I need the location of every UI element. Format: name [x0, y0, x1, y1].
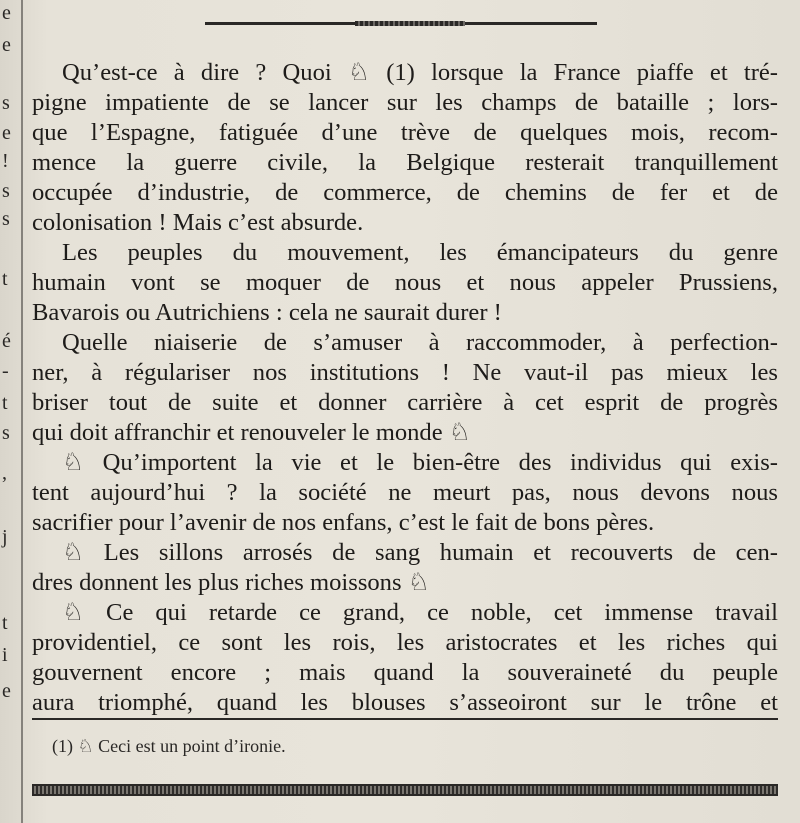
- text-line: qui doit affranchir et renouveler le monde ♘: [32, 419, 471, 446]
- text-line: providentiel, ce sont les rois, les aristocrates et les riches qui: [32, 629, 778, 656]
- margin-fragment: i: [2, 644, 8, 666]
- text-line: briser tout de suite et donner carrière à cet esprit de progrès: [32, 389, 778, 416]
- margin-fragment: s: [2, 180, 10, 202]
- margin-fragment: é: [2, 330, 11, 352]
- margin-fragment: t: [2, 392, 8, 414]
- margin-fragment: s: [2, 422, 10, 444]
- margin-fragment: t: [2, 268, 8, 290]
- margin-fragment: s: [2, 92, 10, 114]
- text-line: humain vont se moquer de nous et nous appeler Prussiens,: [32, 269, 778, 296]
- margin-fragment: t: [2, 612, 8, 634]
- margin-fragment: e: [2, 122, 11, 144]
- margin-fragment: !: [2, 150, 9, 172]
- text-line: ♘ Ce qui retarde ce grand, ce noble, cet immense travail: [62, 599, 778, 626]
- text-line: sacrifier pour l’avenir de nos enfans, c’est le fait de bons pères.: [32, 509, 655, 536]
- text-line: occupée d’industrie, de commerce, de chemins de fer et de: [32, 179, 778, 206]
- footnote-rule: [32, 718, 778, 720]
- text-line: pigne impatiente de se lancer sur les champs de bataille ; lors-: [32, 89, 778, 116]
- text-line: que l’Espagne, fatiguée d’une trève de quelques mois, recom-: [32, 119, 778, 146]
- top-rule: [205, 22, 597, 25]
- left-margin-fragments: [0, 0, 18, 823]
- text-line: dres donnent les plus riches moissons ♘: [32, 569, 430, 596]
- text-line: gouvernent encore ; mais quand la souveraineté du peuple: [32, 659, 778, 686]
- text-line: ♘ Les sillons arrosés de sang humain et recouverts de cen-: [62, 539, 778, 566]
- margin-fragment: e: [2, 680, 11, 702]
- margin-fragment: j: [2, 526, 8, 548]
- text-line: Bavarois ou Autrichiens : cela ne saurait durer !: [32, 299, 502, 326]
- margin-fragment: ,: [2, 462, 7, 484]
- text-line: colonisation ! Mais c’est absurde.: [32, 209, 364, 236]
- text-line: mence la guerre civile, la Belgique resterait tranquillement: [32, 149, 778, 176]
- footnote: (1) ♘ Ceci est un point d’ironie.: [52, 736, 286, 756]
- text-line: ner, à régulariser nos institutions ! Ne vaut-il pas mieux les: [32, 359, 778, 386]
- margin-fragment: e: [2, 34, 11, 56]
- margin-fragment: -: [2, 360, 9, 382]
- text-line: tent aujourd’hui ? la société ne meurt pas, nous devons nous: [32, 479, 778, 506]
- article-text: [32, 58, 778, 718]
- margin-fragment: s: [2, 208, 10, 230]
- text-line: Les peuples du mouvement, les émancipateurs du genre: [62, 239, 778, 266]
- text-line: Quelle niaiserie de s’amuser à raccommoder, à perfection-: [62, 329, 778, 356]
- margin-fragment: e: [2, 2, 11, 24]
- column-divider: [21, 0, 23, 823]
- text-line: ♘ Qu’importent la vie et le bien-être des individus qui exis-: [62, 449, 778, 476]
- bottom-rule: [32, 784, 778, 796]
- text-line: aura triomphé, quand les blouses s’asseoiront sur le trône et: [32, 689, 778, 716]
- text-line: Qu’est-ce à dire ? Quoi ♘ (1) lorsque la France piaffe et tré-: [62, 59, 778, 86]
